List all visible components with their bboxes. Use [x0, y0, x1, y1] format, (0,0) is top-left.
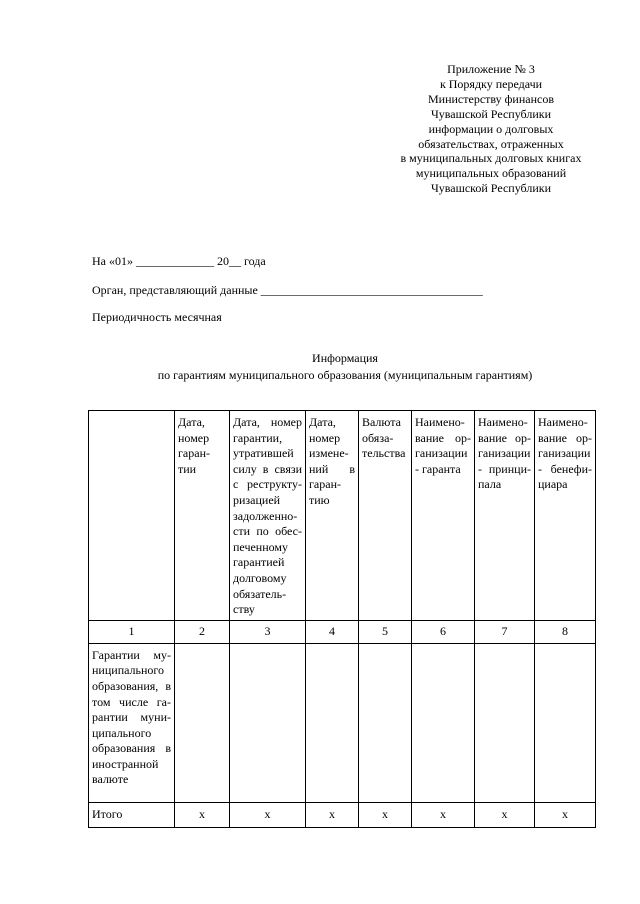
column-number: 3	[230, 620, 306, 643]
table-cell	[535, 643, 596, 802]
header-cell	[89, 411, 175, 621]
total-row	[89, 802, 596, 827]
date-line: На «01» _____________ 20__ года	[92, 254, 266, 268]
header-cell: Наимено-вание ор-ганизации - бенефи-циара	[535, 411, 596, 621]
column-number: 8	[535, 620, 596, 643]
column-number: 6	[412, 620, 475, 643]
table-cell	[359, 643, 412, 802]
table-row	[89, 643, 596, 802]
column-number: 7	[475, 620, 535, 643]
report-subtitle: по гарантиям муниципального образования (муниципальным гарантиям)	[157, 368, 533, 382]
total-cell: х	[475, 802, 535, 827]
total-cell: х	[175, 802, 230, 827]
column-number: 2	[175, 620, 230, 643]
total-cell: х	[535, 802, 596, 827]
report-title: Информация	[312, 351, 378, 365]
header-cell: Наимено-вание ор-ганизации - гаранта	[412, 411, 475, 621]
total-cell: х	[230, 802, 306, 827]
header-cell: Дата, номер гарантии, утратившей силу в связи с реструкту-ризацией задолженно-сти по обес-печенному гарантией долговому обязатель-ству	[230, 411, 306, 621]
total-cell: х	[359, 802, 412, 827]
table-cell	[412, 643, 475, 802]
appendix-line: в муниципальных долговых книгах	[400, 151, 582, 166]
column-number: 1	[89, 620, 175, 643]
appendix-line: информации о долговых	[428, 121, 554, 136]
appendix-line: Министерству финансов	[427, 91, 555, 106]
table-cell	[175, 643, 230, 802]
column-number: 4	[306, 620, 359, 643]
total-cell: х	[412, 802, 475, 827]
appendix-line: Чувашской Республики	[430, 106, 552, 121]
table-header-row	[89, 411, 596, 621]
total-cell: х	[306, 802, 359, 827]
appendix-line: Приложение № 3	[447, 62, 535, 76]
header-cell: Валюта обяза-тельства	[359, 411, 412, 621]
appendix-line: к Порядку передачи	[439, 76, 543, 91]
organ-line: Орган, представляющий данные _____________________________________	[92, 283, 483, 297]
header-cell: Наимено-вание ор-ганизации - принци-пала	[475, 411, 535, 621]
table-cell	[475, 643, 535, 802]
header-cell: Дата, номер измене-ний в гаран-тию	[306, 411, 359, 621]
column-number: 5	[359, 620, 412, 643]
row-label: Гарантии му-ниципального образования, в том числе га-рантии муни-ципального образования в иностранной валюте	[89, 643, 175, 802]
guarantees-table	[88, 410, 596, 828]
appendix-line: муниципальных образований	[415, 166, 567, 181]
appendix-line: обязательствах, отраженных	[418, 136, 564, 151]
appendix-note	[380, 62, 602, 196]
appendix-line: Чувашской Республики	[430, 181, 552, 196]
table-cell	[230, 643, 306, 802]
header-cell: Дата, номер гаран-тии	[175, 411, 230, 621]
table-cell	[306, 643, 359, 802]
periodicity-line: Периодичность месячная	[92, 310, 222, 324]
column-number-row	[89, 620, 596, 643]
total-label: Итого	[89, 802, 175, 827]
